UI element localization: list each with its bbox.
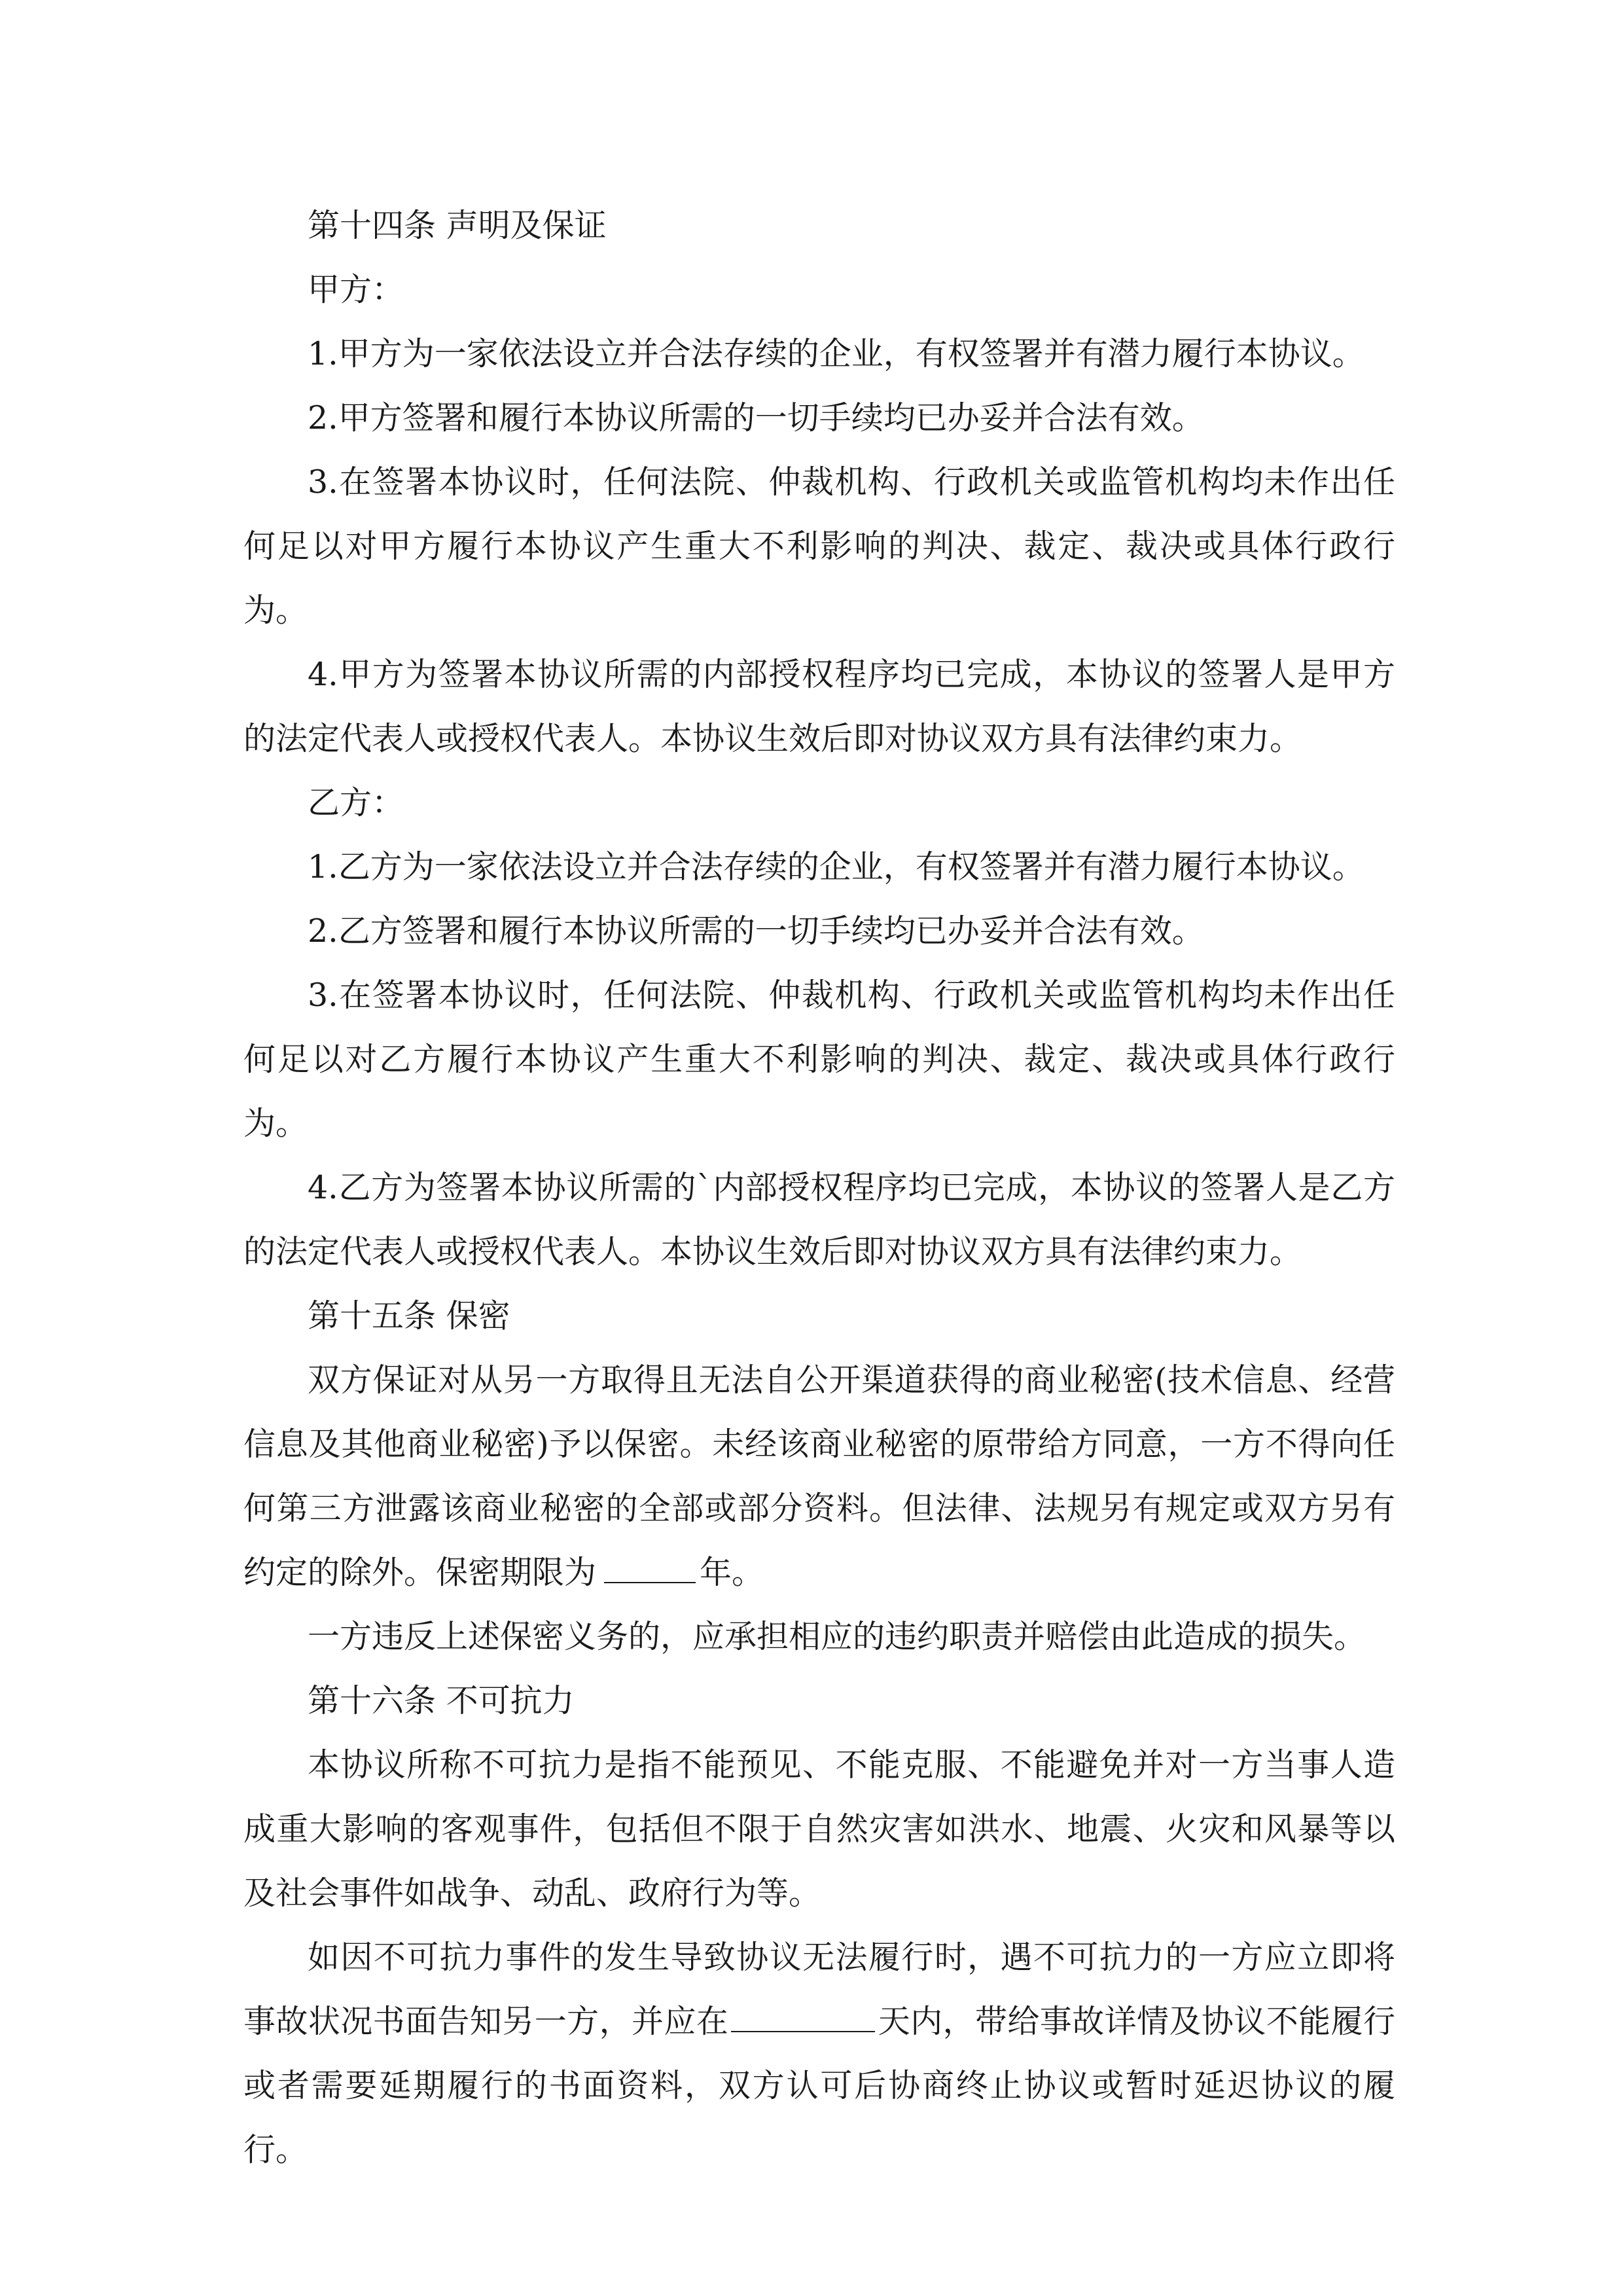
force-majeure-text-end: 天内，带给事故详情及协议不能履行或者需要延期履行的书面资料，双方认可后协商终止协议或暂时延迟协议的履行。	[243, 2003, 1395, 2168]
party-a-clause-4: 4.甲方为签署本协议所需的内部授权程序均已完成，本协议的签署人是甲方的法定代表人或授权代表人。本协议生效后即对协议双方具有法律约束力。	[243, 656, 1395, 757]
force-majeure-text: 如因不可抗力事件的发生导致协议无法履行时，遇不可抗力的一方应立即将事故状况书面告知另一方，并应在	[243, 1939, 1395, 2040]
party-b-clause-1: 1.乙方为一家依法设立并合法存续的企业，有权签署并有潜力履行本协议。	[308, 848, 1364, 886]
party-b-clause-4: 4.乙方为签署本协议所需的`内部授权程序均已完成，本协议的签署人是乙方的法定代表人或授权代表人。本协议生效后即对协议双方具有法律约束力。	[243, 1169, 1395, 1270]
confidentiality-text: 双方保证对从另一方取得且无法自公开渠道获得的商业秘密(技术信息、经营信息及其他商业秘密)予以保密。未经该商业秘密的原带给方同意，一方不得向任何第三方泄露该商业秘密的全部或部分资料。但法律、法规另有规定或双方另有约定的除外。保密期限为	[243, 1361, 1395, 1591]
party-b-clause-3: 3.在签署本协议时，任何法院、仲裁机构、行政机关或监管机构均未作出任何足以对乙方履行本协议产生重大不利影响的判决、裁定、裁决或具体行政行为。	[243, 977, 1395, 1142]
confidentiality-paragraph-1	[243, 1348, 1395, 1605]
confidentiality-paragraph-2: 一方违反上述保密义务的，应承担相应的违约职责并赔偿由此造成的损失。	[308, 1618, 1366, 1655]
notice-days-blank	[731, 1999, 875, 2032]
party-a-clause-1: 1.甲方为一家依法设立并合法存续的企业，有权签署并有潜力履行本协议。	[308, 335, 1364, 372]
party-a-clause-3: 3.在签署本协议时，任何法院、仲裁机构、行政机关或监管机构均未作出任何足以对甲方履行本协议产生重大不利影响的判决、裁定、裁决或具体行政行为。	[243, 463, 1395, 629]
force-majeure-paragraph-1: 本协议所称不可抗力是指不能预见、不能克服、不能避免并对一方当事人造成重大影响的客观事件，包括但不限于自然灾害如洪水、地震、火灾和风暴等以及社会事件如战争、动乱、政府行为等。	[243, 1746, 1395, 1912]
document-body	[243, 194, 1395, 2182]
party-b-label: 乙方：	[308, 784, 404, 821]
article-16-heading: 第十六条 不可抗力	[308, 1682, 575, 1719]
party-a-clause-2: 2.甲方签署和履行本协议所需的一切手续均已办妥并合法有效。	[308, 399, 1204, 437]
confidentiality-year-suffix: 年。	[700, 1554, 764, 1591]
confidentiality-period-blank	[604, 1550, 696, 1583]
party-b-clause-2: 2.乙方签署和履行本协议所需的一切手续均已办妥并合法有效。	[308, 912, 1204, 950]
force-majeure-paragraph-2	[243, 1926, 1395, 2182]
party-a-label: 甲方：	[308, 271, 404, 308]
article-14-heading: 第十四条 声明及保证	[308, 207, 607, 244]
article-15-heading: 第十五条 保密	[308, 1297, 510, 1335]
